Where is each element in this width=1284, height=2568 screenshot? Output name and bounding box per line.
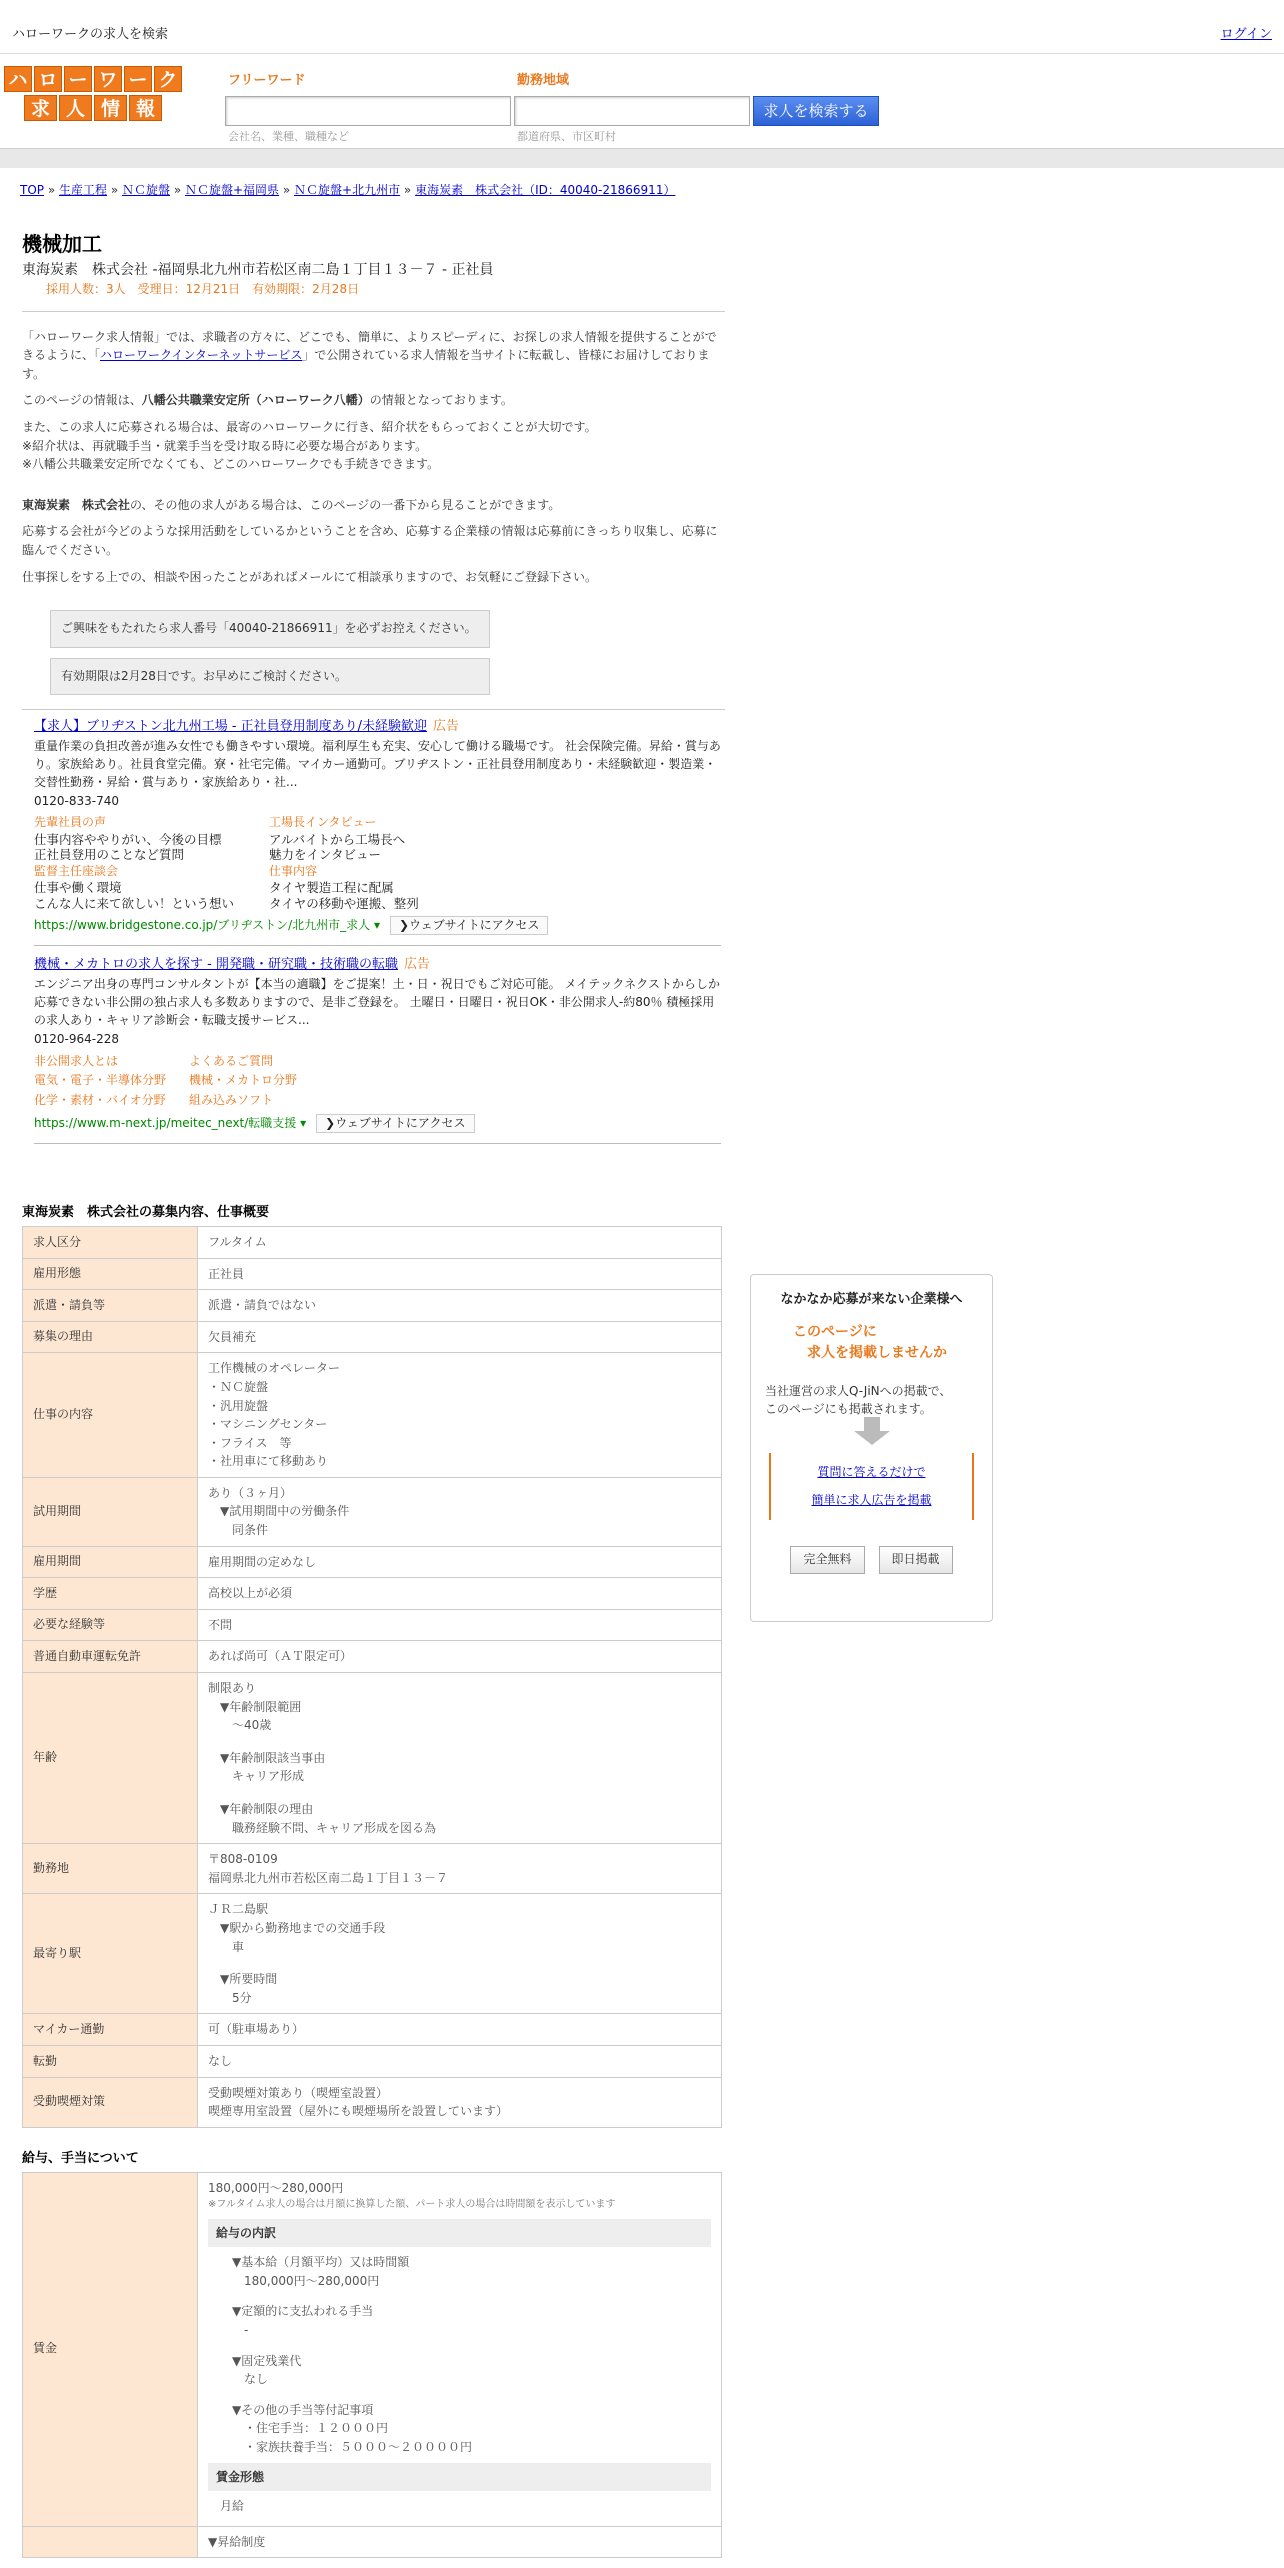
intro-p8: 仕事探しをする上での、相談や困ったことがあればメールにて相談承りますので、お気軽にご登録下さい。 [22,569,598,584]
ad-description: 重量作業の負担改善が進み女性でも働きやすい環境。福利厚生も充実、安心して働ける職場です。 社会保険完備。昇給・賞与あり。家族給あり。社員食堂完備。寮・社宅完備。マイカー通勤可。ブリヂストン・正社員登用制度あり・未経験歓迎・製造業・交替性勤務・昇給・賞与あり・家族給あり・社... [34,738,721,789]
row-value-line: 車 [208,1939,245,1954]
logo-char: 報 [129,95,162,121]
ad-block [34,956,721,1144]
breadcrumb-company[interactable]: 東海炭素 株式会社（ID：40040-21866911） [415,183,676,197]
sitelink[interactable]: 化学・素材・バイオ分野 [34,1092,166,1107]
ad-url-row [34,916,721,935]
table-row [23,2045,722,2077]
row-label: 募集の理由 [23,1321,198,1353]
sidebox-headline-line: 求人を掲載しませんか [793,1344,947,1361]
intro-p7: 応募する会社が今どのような採用活動をしているかということを含め、応募する企業様の情報は応募前にきっちり収集し、応募に臨んでください。 [22,524,718,558]
row-label: 転勤 [23,2045,198,2077]
sitelink-desc: 正社員登用のことなど質問 [34,847,185,863]
row-value-line: ・マシニングセンター [208,1417,328,1432]
row-value [198,2014,722,2046]
row-label: 学歴 [23,1578,198,1610]
sidebox-buttons [759,1546,984,1573]
sitelink[interactable]: 組み込みソフト [189,1092,274,1107]
row-value-line: 雇用期間の定めなし [208,1554,317,1569]
sitelink-desc: タイヤ製造工程に配属 [269,880,394,896]
row-value-line: 受動喫煙対策あり（喫煙室設置） [208,2085,389,2100]
row-value-line: ▼年齢制限の理由 [208,1802,314,1816]
salary-breakdown [208,2253,711,2456]
logo-char: ー [124,66,152,92]
logo-char: 人 [59,95,92,121]
sitelink-desc: こんな人に来て欲しい！という想い [34,895,235,911]
table-row [23,2014,722,2046]
row-value [198,1844,722,1894]
table-row [23,2172,722,2526]
row-value-line: 可（駐車場あり） [208,2022,305,2037]
row-label: 賃金 [23,2172,198,2526]
ad-phone[interactable]: 0120-833-740 [34,793,120,808]
breakdown-line: ▼その他の手当等付記事項 [220,2402,374,2417]
row-value [198,1609,722,1641]
breakdown-header: 給与の内訳 [208,2219,711,2248]
row-value-line: ▼所要時間 [208,1972,278,1987]
sitelink-desc: 魅力をインタビュー [269,847,382,863]
row-value-line: ▼駅から勤務地までの交通手段 [208,1920,386,1935]
sitelink-title[interactable]: 工場長インタビュー [269,815,377,830]
table-row [23,1226,722,1258]
row-label [23,2526,198,2558]
breakdown-line [220,2290,711,2302]
free-button[interactable]: 完全無料 [790,1546,864,1573]
row-value [198,1258,722,1290]
row-value: ▼昇給制度 [198,2526,722,2558]
row-label: マイカー通勤 [23,2014,198,2046]
details-table [22,1226,722,2128]
row-label: 年齢 [23,1673,198,1844]
row-value [198,1477,722,1546]
divider [22,311,725,312]
ad-title [34,718,721,737]
table-row [23,1609,722,1641]
logo-char: ク [154,66,182,92]
sitelink-desc: タイヤの移動や運搬、整列 [269,895,419,911]
breakdown-line: ▼固定残業代 [220,2353,302,2368]
row-value [198,1226,722,1258]
search-button[interactable]: 求人を検索する [753,96,879,126]
table-row [23,1894,722,2014]
salary-table [22,2172,722,2559]
intro-p4: ※紹介状は、再就職手当・就業手当を受け取る時に必要な場合があります。 [22,438,428,453]
table-row [23,1641,722,1673]
sitelink-desc: 仕事内容ややりがい、今後の目標 [34,831,222,847]
sidebox-text [765,1382,984,1419]
salary-form-header: 賃金形態 [208,2463,711,2492]
table-row [23,1477,722,1546]
row-label: 雇用期間 [23,1546,198,1578]
intro-p2 [22,391,725,410]
intro-p5: ※八幡公共職業安定所でなくても、どこのハローワークでも手続きできます。 [22,457,440,472]
breakdown-line [220,2389,711,2401]
details-title: 東海炭素 株式会社の募集内容、仕事概要 [22,1205,270,1221]
row-value-line [208,1956,711,1970]
row-label: 雇用形態 [23,1258,198,1290]
row-value-line: 〒808-0109 [208,1852,278,1867]
row-value-line: キャリア形成 [208,1769,305,1784]
row-label: 最寄り駅 [23,1894,198,2014]
breakdown-line [220,2340,711,2352]
table-row [23,1673,722,1844]
sitelink-desc: アルバイトから工場長へ [269,831,406,847]
top-bar [0,0,1284,54]
row-label: 派遣・請負等 [23,1290,198,1322]
row-value-line: ・フライス 等 [208,1435,292,1450]
hellowork-logo[interactable] [4,66,182,124]
breadcrumb: TOP » 生産工程 » ＮＣ旋盤 » ＮＣ旋盤+福岡県 » ＮＣ旋盤+北九州市 » 東海炭素 株式会社（ID：40040-21866911） [20,183,676,197]
logo-char: ワ [94,66,122,92]
row-value [198,1353,722,1478]
sidebox-link-questions[interactable]: 質問に答えるだけで [817,1465,926,1480]
row-value [198,1894,722,2014]
intro-text-part: の情報となっております。 [369,393,513,408]
intro-p6 [22,496,725,515]
expiry-notice: 有効期限は2月28日です。お早めにご検討ください。 [50,658,490,695]
divider [22,709,725,710]
row-value-line: 正社員 [208,1266,245,1281]
ad-sitelinks [34,814,721,911]
site-title: ハローワークの求人を検索 [12,27,169,42]
keyword-hint: 会社名、業種、職種など [228,130,349,143]
row-label: 勤務地 [23,1844,198,1894]
sidebox-title: なかなか応募が来ない企業様へ [780,1292,963,1307]
row-value-line: なし [208,2053,233,2068]
sidebox-headline-line: このページに [793,1323,877,1340]
logo-char: 求 [24,95,57,121]
ad-title-link[interactable]: 【求人】ブリヂストン北九州工場 - 正社員登用制度あり/未経験歓迎 [34,719,428,734]
job-title: 機械加工 [22,232,102,256]
intro-text-part: このページの情報は、 [22,393,142,408]
login-link[interactable]: ログイン [1220,27,1272,42]
table-row [23,1546,722,1578]
breakdown-line: 180,000円〜280,000円 [220,2273,380,2288]
row-value-line: ▼年齢制限該当事由 [208,1750,326,1765]
sitelink[interactable] [34,814,269,863]
logo-char: ハ [4,66,32,92]
row-value-line: ▼年齢制限範囲 [208,1699,302,1714]
table-row [23,1258,722,1290]
row-value-line [208,1735,711,1749]
company-name: 東海炭素 株式会社 [22,497,131,512]
row-value-line: ・汎用旋盤 [208,1398,269,1413]
intro-text [22,328,725,587]
sitelink-desc: 仕事や働く環境 [34,880,122,896]
row-value [198,1546,722,1578]
breakdown-line: ・家族扶養手当：５０００〜２００００円 [220,2440,473,2454]
job-meta: 採用人数：3人 受理日：12月21日 有効期限：2月28日 [46,282,360,297]
row-value-line: あれば尚可（ＡＴ限定可） [208,1649,353,1664]
row-value-line [208,1786,711,1800]
row-value [198,1321,722,1353]
ad-title [34,956,721,975]
breadcrumb-prefecture[interactable]: ＮＣ旋盤+福岡県 [185,183,280,197]
company-line: 東海炭素 株式会社 -福岡県北九州市若松区南二島１丁目１３－７ - 正社員 [22,262,494,278]
sidebox-headline [793,1322,984,1364]
sidebox-text-line: このページにも掲載されます。 [765,1402,932,1417]
ad-mark: 広告 [433,719,460,734]
sitelink[interactable] [34,863,269,912]
breadcrumb-top[interactable]: TOP [20,183,45,197]
sitelink[interactable] [269,814,509,863]
ad-url[interactable]: https://www.bridgestone.co.jp/ブリヂストン/北九州市_求人 ▾ [34,917,380,932]
divider-bar [0,148,1284,168]
breakdown-line: - [220,2323,249,2338]
salary-range: 180,000円〜280,000円 [208,2180,344,2195]
row-value-line: ・ＮＣ旋盤 [208,1379,269,1394]
row-value-line: 高校以上が必須 [208,1586,293,1601]
logo-char: ロ [34,66,62,92]
visit-website-button[interactable]: ❯ウェブサイトにアクセス [390,916,548,935]
advertise-sidebox [750,1274,993,1622]
row-label: 仕事の内容 [23,1353,198,1478]
sidebox-text-line: 当社運営の求人Q-JiNへの掲載で、 [765,1383,952,1398]
table-row [23,1578,722,1610]
row-value-line: 喫煙専用室設置（屋外にも喫煙場所を設置しています） [208,2104,509,2119]
row-value-line: 制限あり [208,1681,257,1696]
sitelink[interactable]: 非公開求人とは [34,1054,119,1069]
row-value-line: 同条件 [208,1523,269,1538]
table-row [23,1321,722,1353]
ad-title-link[interactable]: 機械・メカトロの求人を探す - 開発職・研究職・技術職の転職 [34,956,398,972]
breakdown-line: ▼基本給（月額平均）又は時間額 [220,2255,410,2270]
row-label: 必要な経験等 [23,1609,198,1641]
area-hint: 都道府県、市区町村 [517,130,616,143]
keyword-label: フリーワード [228,73,306,88]
row-value [198,2077,722,2127]
intro-p3: また、この求人に応募される場合は、最寄のハローワークに行き、紹介状をもらっておくことが大切です。 [22,420,597,435]
row-label: 試用期間 [23,1477,198,1546]
sitelink[interactable]: よくあるご質問 [189,1054,274,1069]
table-row [23,1844,722,1894]
sitelink[interactable]: 機械・メカトロ分野 [189,1073,298,1088]
row-value-line: 派遣・請負ではない [208,1298,317,1313]
intro-text-part: 」で公開されている求人情報を当サイトに転載し、皆様にお届けしております。 [22,348,710,381]
salary-note: ※フルタイム求人の場合は月額に換算した額、パート求人の場合は時間額を表示しています [208,2199,616,2211]
row-value-line: ・社用車にて移動あり [208,1454,329,1469]
row-value-line: 福岡県北九州市若松区南二島１丁目１３－７ [208,1870,449,1885]
row-value-line: フルタイム [208,1234,267,1249]
main-content [22,230,725,2558]
row-value [198,2172,722,2526]
ad-phone[interactable]: 0120-964-228 [34,1031,120,1046]
row-value-line: 5分 [208,1990,252,2005]
logo-char: ー [64,66,92,92]
salary-title: 給与、手当について [22,2150,139,2166]
breadcrumb-category[interactable]: 生産工程 [59,183,108,197]
row-label: 普通自動車運転免許 [23,1641,198,1673]
row-label: 受動喫煙対策 [23,2077,198,2127]
breadcrumb-city[interactable]: ＮＣ旋盤+北九州市 [294,183,401,197]
row-value-line: 職務経験不問、キャリア形成を図る為 [208,1820,437,1835]
table-row [23,1290,722,1322]
same-day-button[interactable]: 即日掲載 [879,1546,953,1573]
ad-block [34,718,721,946]
table-row [23,1353,722,1478]
ad-mark: 広告 [403,956,430,972]
ad-description: エンジニア出身の専門コンサルタントが【本当の適職】をご提案！土・日・祝日でもご対応可能。 メイテックネクストからしか応募できない非公開の独占求人も多数ありますので、是非ご登録を。 土曜日・日曜日・祝日OK・非公開求人-約80％ 積極採用の求人あり・キャリア診断会・転職支援サービス... [34,976,720,1027]
breakdown-line: なし [220,2372,269,2387]
table-row [23,2077,722,2127]
salary-form: 月給 [220,2499,245,2514]
logo-char: 情 [94,95,127,121]
visit-website-button[interactable]: ❯ウェブサイトにアクセス [316,1114,474,1133]
intro-p1 [22,328,725,384]
ad-url-row [34,1114,721,1133]
sidebox-link-post-ad[interactable]: 簡単に求人広告を掲載 [811,1492,932,1507]
row-value-line: ▼試用期間中の労働条件 [208,1504,350,1519]
row-value-line: 欠員補充 [208,1329,257,1344]
breakdown-line: ・住宅手当：１２０００円 [220,2421,389,2436]
sitelink[interactable] [269,863,509,912]
arrow-down-icon [854,1431,890,1445]
sitelink-title[interactable]: 先輩社員の声 [34,815,107,830]
table-row [23,2526,722,2558]
sitelink-title[interactable]: 監督主任座談会 [34,863,119,878]
row-value [198,1578,722,1610]
row-value [198,1673,722,1844]
intro-text-part: 「ハローワーク求人情報」では、求職者の方々に、どこでも、簡単に、よりスピーディに、お探しの求人情報を提供することができるように、「 [22,329,717,363]
sitelink-title[interactable]: 仕事内容 [269,863,318,878]
office-name: 八幡公共職業安定所（ハローワーク八幡） [141,393,370,408]
ad-sitelinks [34,1052,721,1110]
intro-text-part: の、その他の求人がある場合は、このページの一番下から見ることができます。 [130,497,561,512]
row-value-line: ＪＲ二島駅 [208,1902,269,1917]
row-value-line: 工作機械のオペレーター [208,1361,341,1376]
area-label: 勤務地域 [517,73,570,88]
hellowork-internet-link[interactable]: ハローワークインターネットサービス [100,348,303,363]
row-value [198,2045,722,2077]
breadcrumb-job[interactable]: ＮＣ旋盤 [122,183,171,197]
ad-url[interactable]: https://www.m-next.jp/meitec_next/転職支援 ▾ [34,1115,307,1130]
job-number-notice: ご興味をもたれたら求人番号「40040-21866911」を必ずお控えください。 [50,610,490,647]
row-value [198,1290,722,1322]
row-value-line: 〜40歳 [208,1718,272,1733]
sitelink[interactable]: 電気・電子・半導体分野 [34,1073,167,1088]
row-value-line: あり（３ヶ月） [208,1485,293,1500]
breakdown-line: ▼定額的に支払われる手当 [220,2304,374,2319]
row-value [198,1641,722,1673]
keyword-input[interactable] [225,96,511,126]
row-label: 求人区分 [23,1226,198,1258]
row-value-line: 不問 [208,1617,233,1632]
area-input[interactable] [514,96,750,126]
sidebox-links [769,1453,974,1520]
